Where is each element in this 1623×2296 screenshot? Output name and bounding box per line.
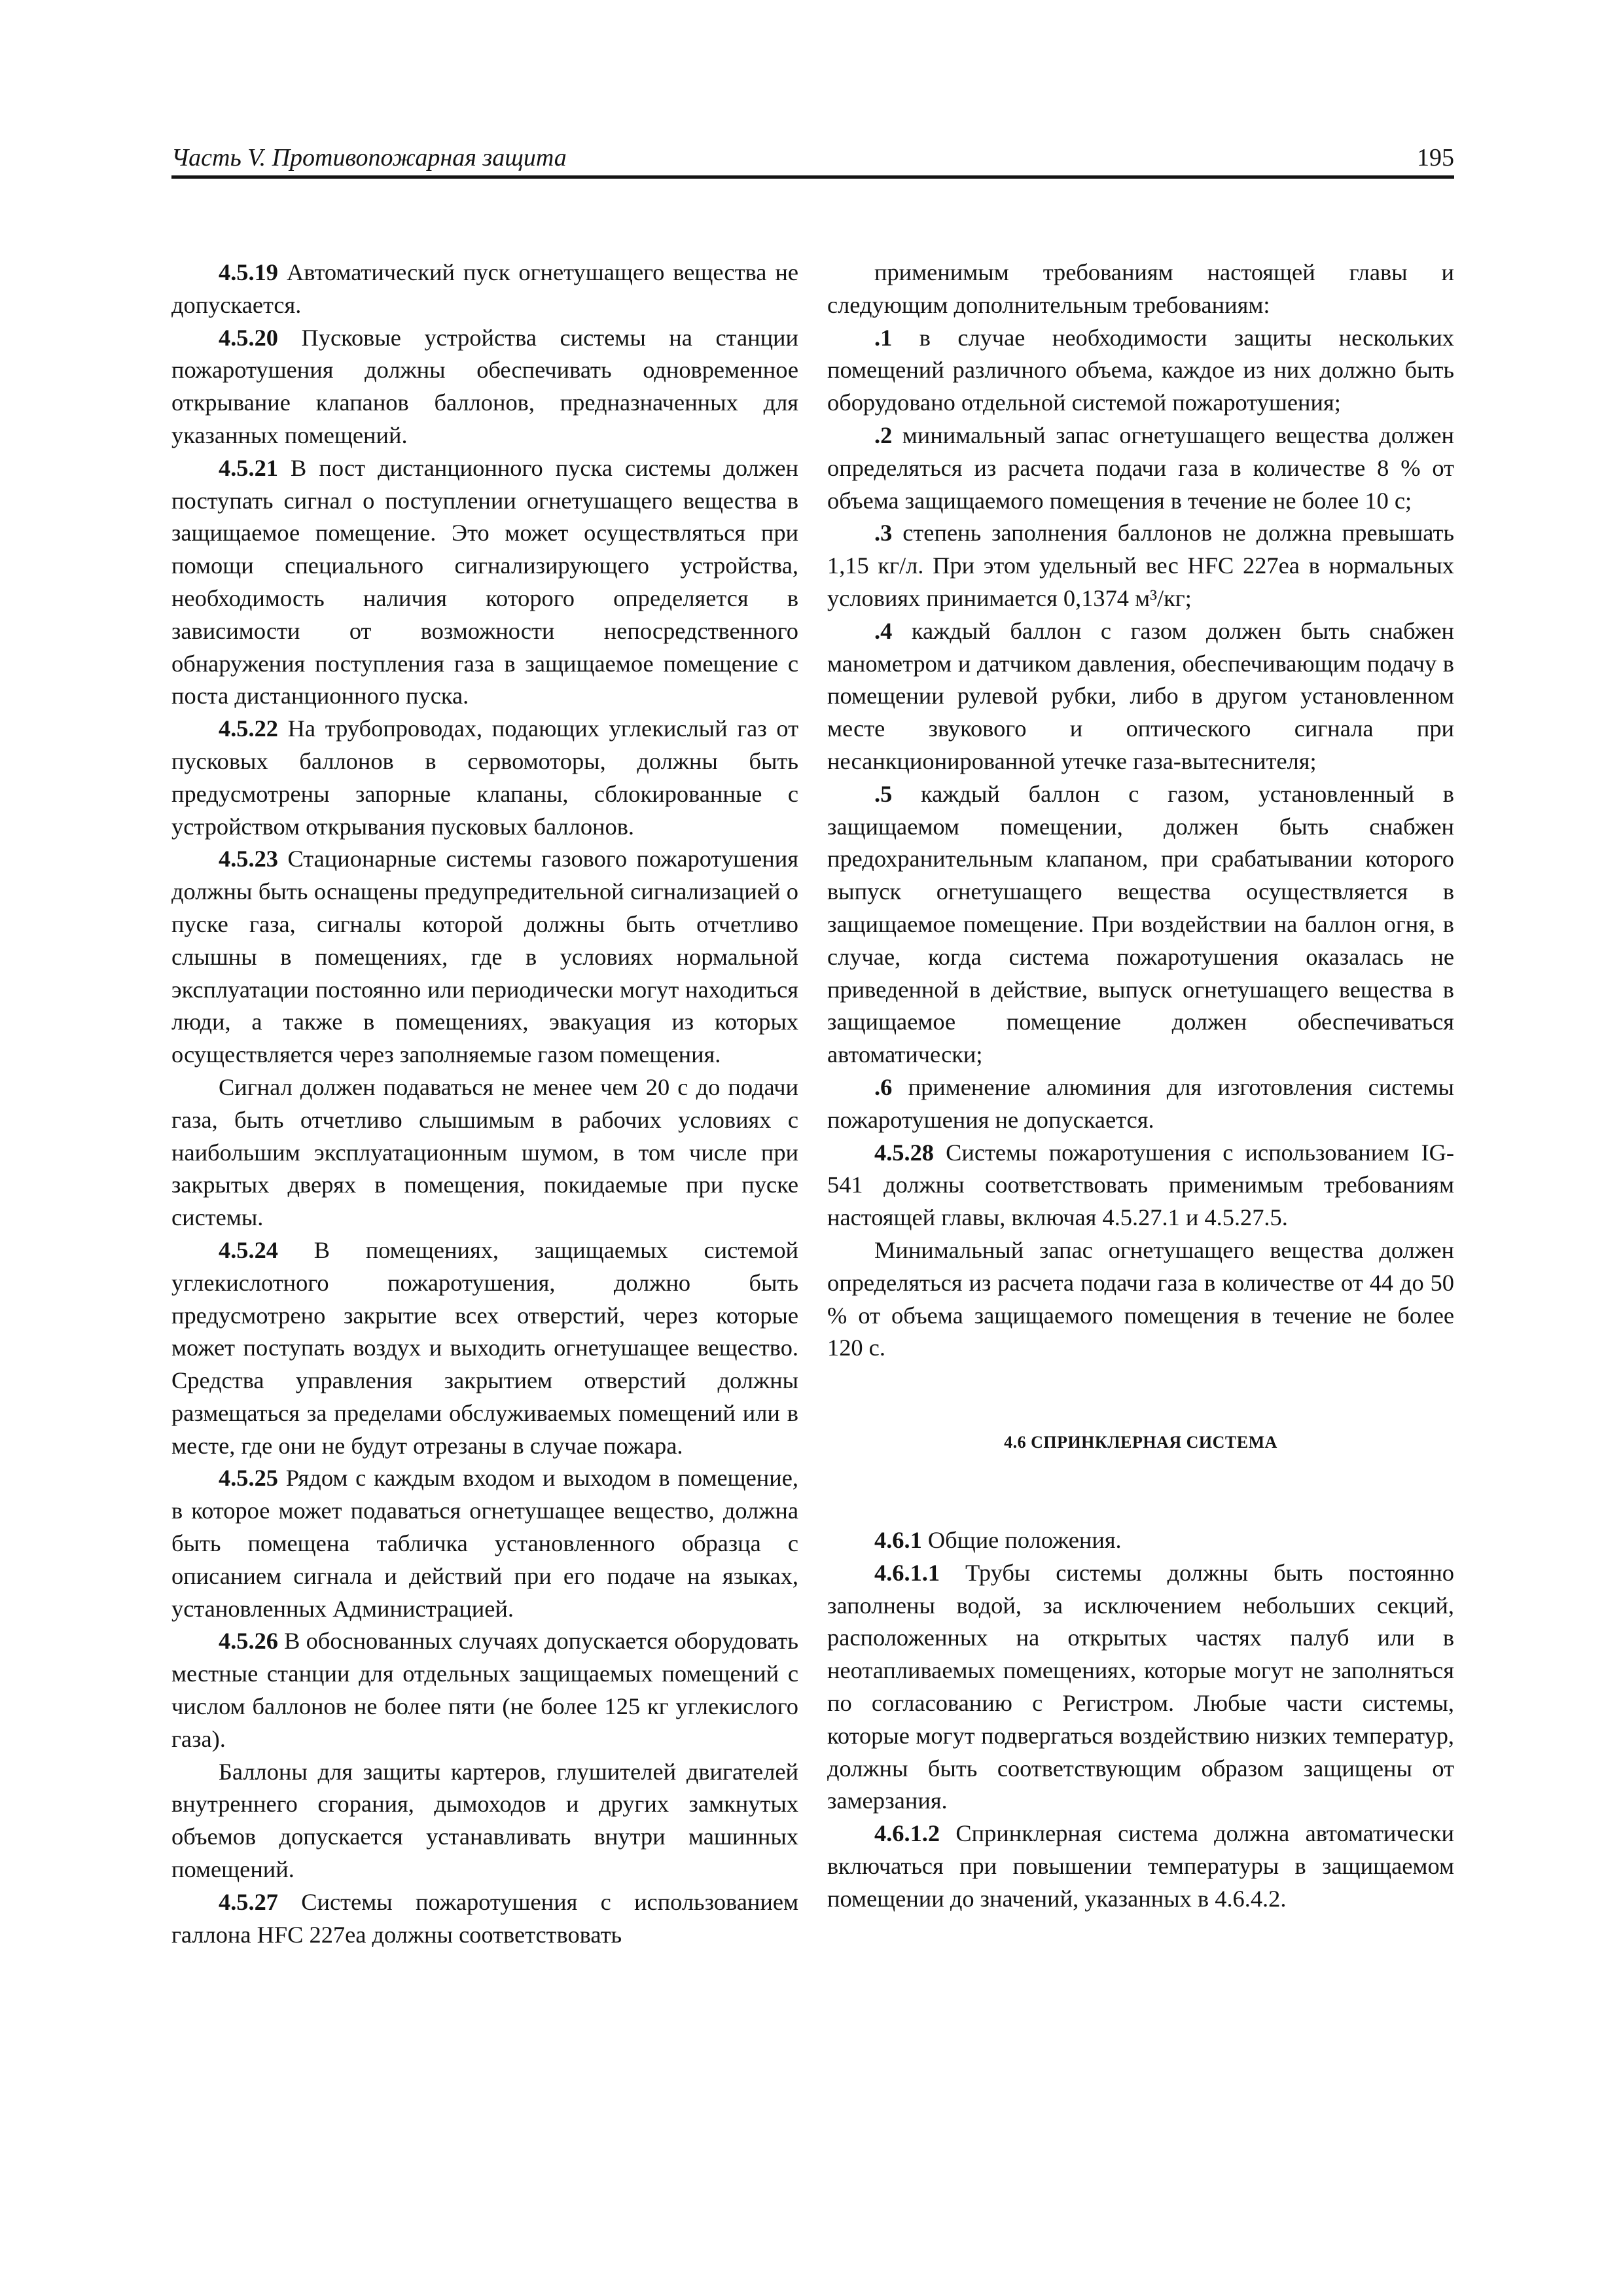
paragraph [827,1524,1454,1557]
clause-number: .5 [874,780,893,807]
paragraph-text: применимым требованиям настоящей главы и следующим дополнительным требованиям: [827,259,1454,318]
paragraph [171,257,798,322]
paragraph-text: применение алюминия для изготовления системы пожаротушения не допускается. [827,1073,1454,1133]
paragraph [171,843,798,1071]
clause-number: .4 [874,617,893,644]
paragraph [171,452,798,713]
paragraph [171,1625,798,1755]
paragraph [827,257,1454,322]
right-column [827,257,1454,1916]
header-rule [171,175,1454,179]
paragraph [827,517,1454,615]
right-column-top [827,257,1454,1365]
paragraph [171,1071,798,1234]
clause-number: 4.6.1.1 [874,1559,940,1586]
paragraph-text: каждый баллон с газом, установленный в защищаемом помещении, должен быть снабжен предохранительным клапаном, при срабатывании которого выпуск огнетушащего вещества осуществляется в защищаемое помещение. При воздействии на баллон огня, в случае, когда система пожаротушения оказалась не приведенной в действие, выпуск огнетушащего вещества в защищаемое помещение должен обеспечиваться автоматически; [827,780,1454,1068]
paragraph-text: Сигнал должен подаваться не менее чем 20 с до подачи газа, быть отчетливо слышимым в рабочих условиях с наибольшим эксплуатационным шумом, в том числе при закрытых дверях в помещения, покидаемые при пуске системы. [171,1073,798,1231]
paragraph-text: На трубопроводах, подающих углекислый газ от пусковых баллонов в сервомоторы, должны быть предусмотрены запорные клапаны, сблокированные с устройством открывания пусковых баллонов. [171,715,798,840]
paragraph-text: каждый баллон с газом должен быть снабжен манометром и датчиком давления, обеспечивающим подачу в помещении рулевой рубки, либо в другом установленном месте звукового и оптического сигнала при несанкционированной утечке газа-вытеснителя; [827,617,1454,774]
paragraph-text: Минимальный запас огнетушащего вещества должен определяться из расчета подачи газа в количестве от 44 до 50 % от объема защищаемого помещения в течение не более 120 с. [827,1236,1454,1361]
clause-number: .6 [874,1073,893,1100]
paragraph [171,1462,798,1625]
paragraph [827,1234,1454,1365]
paragraph [171,1234,798,1463]
paragraph [171,713,798,843]
paragraph [827,1818,1454,1915]
clause-number: 4.5.20 [219,324,278,351]
left-column [171,257,798,1951]
clause-number: 4.5.28 [874,1139,934,1166]
right-column-bottom [827,1524,1454,1916]
running-header-title: Часть V. Противопожарная защита [171,144,567,171]
paragraph-text: В обоснованных случаях допускается оборудовать местные станции для отдельных защищаемых помещений с числом баллонов не более пяти (не более 125 кг углекислого газа). [171,1628,798,1752]
paragraph [827,1137,1454,1234]
clause-number: 4.6.1 [874,1527,922,1554]
paragraph-text: Системы пожаротушения с использованием IG-541 должны соответствовать применимым требованиям настоящей главы, включая 4.5.27.1 и 4.5.27.5. [827,1139,1454,1231]
clause-number: 4.5.27 [219,1888,278,1915]
clause-number: .1 [874,324,893,351]
clause-number: 4.5.19 [219,259,278,285]
clause-number: 4.5.25 [219,1465,278,1492]
paragraph-text: Системы пожаротушения с использованием галлона HFC 227ea должны соответствовать [171,1888,798,1948]
paragraph-text: Общие положения. [921,1527,1122,1554]
clause-number: 4.5.24 [219,1236,278,1263]
clause-number: 4.6.1.2 [874,1820,940,1847]
paragraph [171,1756,798,1886]
paragraph-text: Стационарные системы газового пожаротушения должны быть оснащены предупредительной сигнализацией о пуске газа, сигналы которой должны быть отчетливо слышны в помещениях, где в условиях нормальной эксплуатации постоянно или периодически могут находиться люди, а также в помещениях, эвакуация из которых осуществляется через заполняемые газом помещения. [171,846,798,1068]
paragraph-text: В помещениях, защищаемых системой углекислотного пожаротушения, должно быть предусмотрено закрытие всех отверстий, через которые может поступать воздух и выходить огнетушащее вещество. Средства управления закрытием отверстий должны размещаться за пределами обслуживаемых помещений или в месте, где они не будут отрезаны в случае пожара. [171,1236,798,1459]
paragraph-text: В пост дистанционного пуска системы должен поступать сигнал о поступлении огнетушащего вещества в защищаемое помещение. Это может осуществляться при помощи специального сигнализирующего устройства, необходимость наличия которого определяется в зависимости от возможности непосредственного обнаружения поступления газа в защищаемое помещение с поста дистанционного пуска. [171,454,798,709]
clause-number: 4.5.23 [219,846,278,872]
paragraph-text: Трубы системы должны быть постоянно заполнены водой, за исключением небольших секций, расположенных на открытых частях палуб или в неотапливаемых помещениях, которые могут не заполняться по согласованию с Регистром. Любые части системы, которые могут подвергаться воздействию низких температур, должны быть соответствующим образом защищены от замерзания. [827,1559,1454,1814]
paragraph [171,322,798,452]
paragraph-text: Рядом с каждым входом и выходом в помещение, в которое может подаваться огнетушащее вещество, должна быть помещена табличка установленного образца с описанием сигнала и действий при его подаче на языках, установленных Администрацией. [171,1465,798,1622]
paragraph [171,1886,798,1952]
section-title: 4.6 СПРИНКЛЕРНАЯ СИСТЕМА [1004,1433,1277,1452]
paragraph [827,322,1454,420]
page-number: 195 [1417,144,1454,171]
paragraph-text: Пусковые устройства системы на станции пожаротушения должны обеспечивать одновременное открывание клапанов баллонов, предназначенных для указанных помещений. [171,324,798,448]
paragraph-text: Спринклерная система должна автоматически включаться при повышении температуры в защищаемом помещении до значений, указанных в 4.6.4.2. [827,1820,1454,1912]
clause-number: 4.5.22 [219,715,278,742]
paragraph-text: в случае необходимости защиты нескольких помещений различного объема, каждое из них должно быть оборудовано отдельной системой пожаротушения; [827,324,1454,416]
paragraph [827,1557,1454,1818]
paragraph [827,778,1454,1071]
paragraph-text: степень заполнения баллонов не должна превышать 1,15 кг/л. При этом удельный вес HFC 227ea в нормальных условиях принимается 0,1374 м³/кг; [827,520,1454,611]
clause-number: 4.5.26 [219,1628,278,1655]
clause-number: .2 [874,422,893,448]
paragraph [827,1071,1454,1137]
paragraph-text: Баллоны для защиты картеров, глушителей двигателей внутреннего сгорания, дымоходов и других замкнутых объемов допускается устанавливать внутри машинных помещений. [171,1758,798,1883]
paragraph-text: минимальный запас огнетушащего вещества должен определяться из расчета подачи газа в количестве 8 % от объема защищаемого помещения в течение не более 10 с; [827,422,1454,514]
paragraph-text: Автоматический пуск огнетушащего вещества не допускается. [171,259,798,318]
paragraph [827,420,1454,517]
clause-number: .3 [874,520,893,547]
clause-number: 4.5.21 [219,454,278,481]
paragraph [827,615,1454,778]
